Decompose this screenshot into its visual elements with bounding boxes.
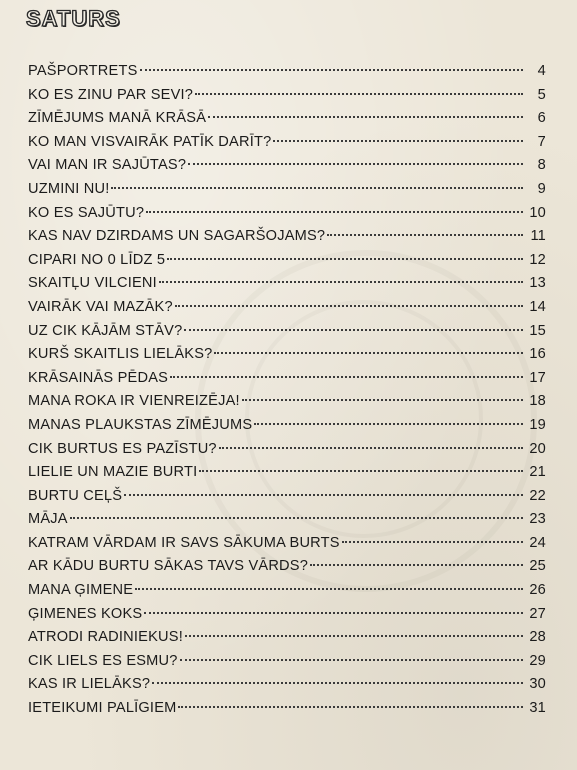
toc-entry-page-number: 22 (529, 487, 546, 504)
dot-leader (327, 234, 523, 236)
dot-leader (342, 541, 523, 543)
toc-entry-page-number: 18 (529, 393, 546, 410)
toc-entry-page-number: 5 (537, 86, 546, 103)
toc-entry-label: UZ CIK KĀJĀM STĀV? (28, 322, 183, 339)
dot-leader (135, 588, 523, 590)
toc-entry-page-number: 27 (529, 605, 546, 622)
toc-entry-page-number: 25 (529, 558, 546, 575)
toc-entry-label: PAŠPORTRETS (28, 63, 138, 79)
toc-entry-label: KRĀSAINĀS PĒDAS (28, 369, 169, 386)
dot-leader (242, 399, 523, 401)
toc-entry-label: SKAITĻU VILCIENI (28, 275, 157, 292)
toc-entry-page-number: 21 (529, 464, 546, 481)
toc-entry-label: KURŠ SKAITLIS LIELĀKS? (28, 346, 213, 363)
dot-leader (273, 140, 523, 142)
toc-entry (28, 178, 546, 202)
toc-entry-page-number: 16 (529, 346, 546, 363)
toc-entry (28, 367, 546, 391)
toc-entry (28, 390, 546, 414)
toc-entry-page-number: 19 (529, 416, 546, 433)
toc-entry (28, 485, 546, 509)
toc-entry-page-number: 8 (537, 157, 546, 174)
toc-entry (28, 438, 546, 462)
toc-entry-label: MANA ĢIMENE (28, 582, 134, 599)
toc-entry-label: AR KĀDU BURTU SĀKAS TAVS VĀRDS? (28, 558, 309, 575)
toc-entry (28, 320, 546, 344)
toc-entry-label: KAS IR LIELĀKS? (28, 676, 151, 693)
toc-entry-page-number: 9 (537, 180, 546, 197)
dot-leader (185, 635, 523, 637)
toc-entry-page-number: 7 (537, 133, 546, 150)
toc-entry-label: KATRAM VĀRDAM IR SAVS SĀKUMA BURTS (28, 534, 340, 551)
toc-entry (28, 626, 546, 650)
toc-entry-label: KO ES SAJŪTU? (28, 204, 145, 221)
toc-entry (28, 107, 546, 131)
toc-entry (28, 249, 546, 273)
toc-entry (28, 532, 546, 556)
dot-leader (140, 69, 523, 71)
dot-leader (124, 494, 523, 496)
dot-leader (159, 281, 523, 283)
page-title: SATURS (26, 6, 121, 31)
toc-entry-label: KO ES ZINU PAR SEVI? (28, 86, 194, 103)
toc-entry-label: IETEIKUMI PALĪGIEM (28, 700, 177, 717)
toc-entry-page-number: 23 (529, 511, 546, 528)
dot-leader (195, 93, 523, 95)
toc-entry-label: VAI MAN IR SAJŪTAS? (28, 157, 187, 174)
toc-entry-page-number: 29 (529, 652, 546, 669)
toc-entry (28, 343, 546, 367)
toc-entry (28, 650, 546, 674)
toc-entry-page-number: 20 (529, 440, 546, 457)
table-of-contents (28, 60, 546, 721)
toc-entry-page-number: 28 (529, 629, 546, 646)
toc-entry (28, 60, 546, 84)
dot-leader (175, 305, 523, 307)
dot-leader (152, 682, 523, 684)
toc-entry-page-number: 6 (537, 110, 546, 127)
toc-entry-page-number: 14 (529, 298, 546, 315)
dot-leader (144, 612, 523, 614)
toc-entry (28, 673, 546, 697)
toc-entry (28, 202, 546, 226)
toc-entry-page-number: 4 (537, 63, 546, 79)
dot-leader (178, 706, 523, 708)
toc-entry-page-number: 26 (529, 582, 546, 599)
dot-leader (254, 423, 523, 425)
toc-entry-label: MĀJA (28, 511, 68, 528)
toc-entry-label: KO MAN VISVAIRĀK PATĪK DARĪT? (28, 133, 272, 150)
toc-entry-label: ATRODI RADINIEKUS! (28, 629, 183, 646)
dot-leader (167, 258, 523, 260)
toc-entry-label: MANA ROKA IR VIENREIZĒJA! (28, 393, 240, 410)
toc-entry-page-number: 13 (529, 275, 546, 292)
toc-entry (28, 603, 546, 627)
dot-leader (208, 116, 523, 118)
dot-leader (184, 329, 523, 331)
toc-entry (28, 131, 546, 155)
dot-leader (111, 187, 523, 189)
toc-entry (28, 272, 546, 296)
toc-entry-page-number: 17 (529, 369, 546, 386)
toc-entry-label: LIELIE UN MAZIE BURTI (28, 464, 198, 481)
toc-entry (28, 296, 546, 320)
toc-entry-label: CIK BURTUS ES PAZĪSTU? (28, 440, 217, 457)
dot-leader (188, 163, 523, 165)
toc-entry-page-number: 30 (529, 676, 546, 693)
dot-leader (70, 517, 523, 519)
toc-entry (28, 84, 546, 108)
toc-entry (28, 697, 546, 721)
toc-entry-label: CIK LIELS ES ESMU? (28, 652, 178, 669)
toc-entry-page-number: 10 (529, 204, 546, 221)
toc-entry-page-number: 15 (529, 322, 546, 339)
toc-entry-label: ĢIMENES KOKS (28, 605, 143, 622)
toc-entry-page-number: 24 (529, 534, 546, 551)
toc-entry-label: ZĪMĒJUMS MANĀ KRĀSĀ (28, 110, 207, 127)
toc-entry-page-number: 31 (529, 700, 546, 717)
dot-leader (146, 211, 523, 213)
toc-entry-label: UZMINI NU! (28, 180, 110, 197)
toc-entry-page-number: 11 (530, 228, 546, 245)
dot-leader (219, 447, 523, 449)
toc-entry-label: BURTU CEĻŠ (28, 487, 123, 504)
toc-entry-label: CIPARI NO 0 LĪDZ 5 (28, 251, 166, 268)
dot-leader (180, 659, 523, 661)
dot-leader (199, 470, 523, 472)
toc-entry (28, 508, 546, 532)
toc-entry (28, 579, 546, 603)
toc-entry (28, 555, 546, 579)
dot-leader (214, 352, 523, 354)
toc-entry-page-number: 12 (529, 251, 546, 268)
toc-entry-label: MANAS PLAUKSTAS ZĪMĒJUMS (28, 416, 253, 433)
toc-entry (28, 461, 546, 485)
toc-entry-label: VAIRĀK VAI MAZĀK? (28, 298, 173, 315)
dot-leader (170, 376, 523, 378)
dot-leader (310, 564, 523, 566)
toc-entry (28, 225, 546, 249)
toc-entry (28, 154, 546, 178)
toc-entry (28, 414, 546, 438)
toc-entry-label: KAS NAV DZIRDAMS UN SAGARŠOJAMS? (28, 228, 326, 245)
